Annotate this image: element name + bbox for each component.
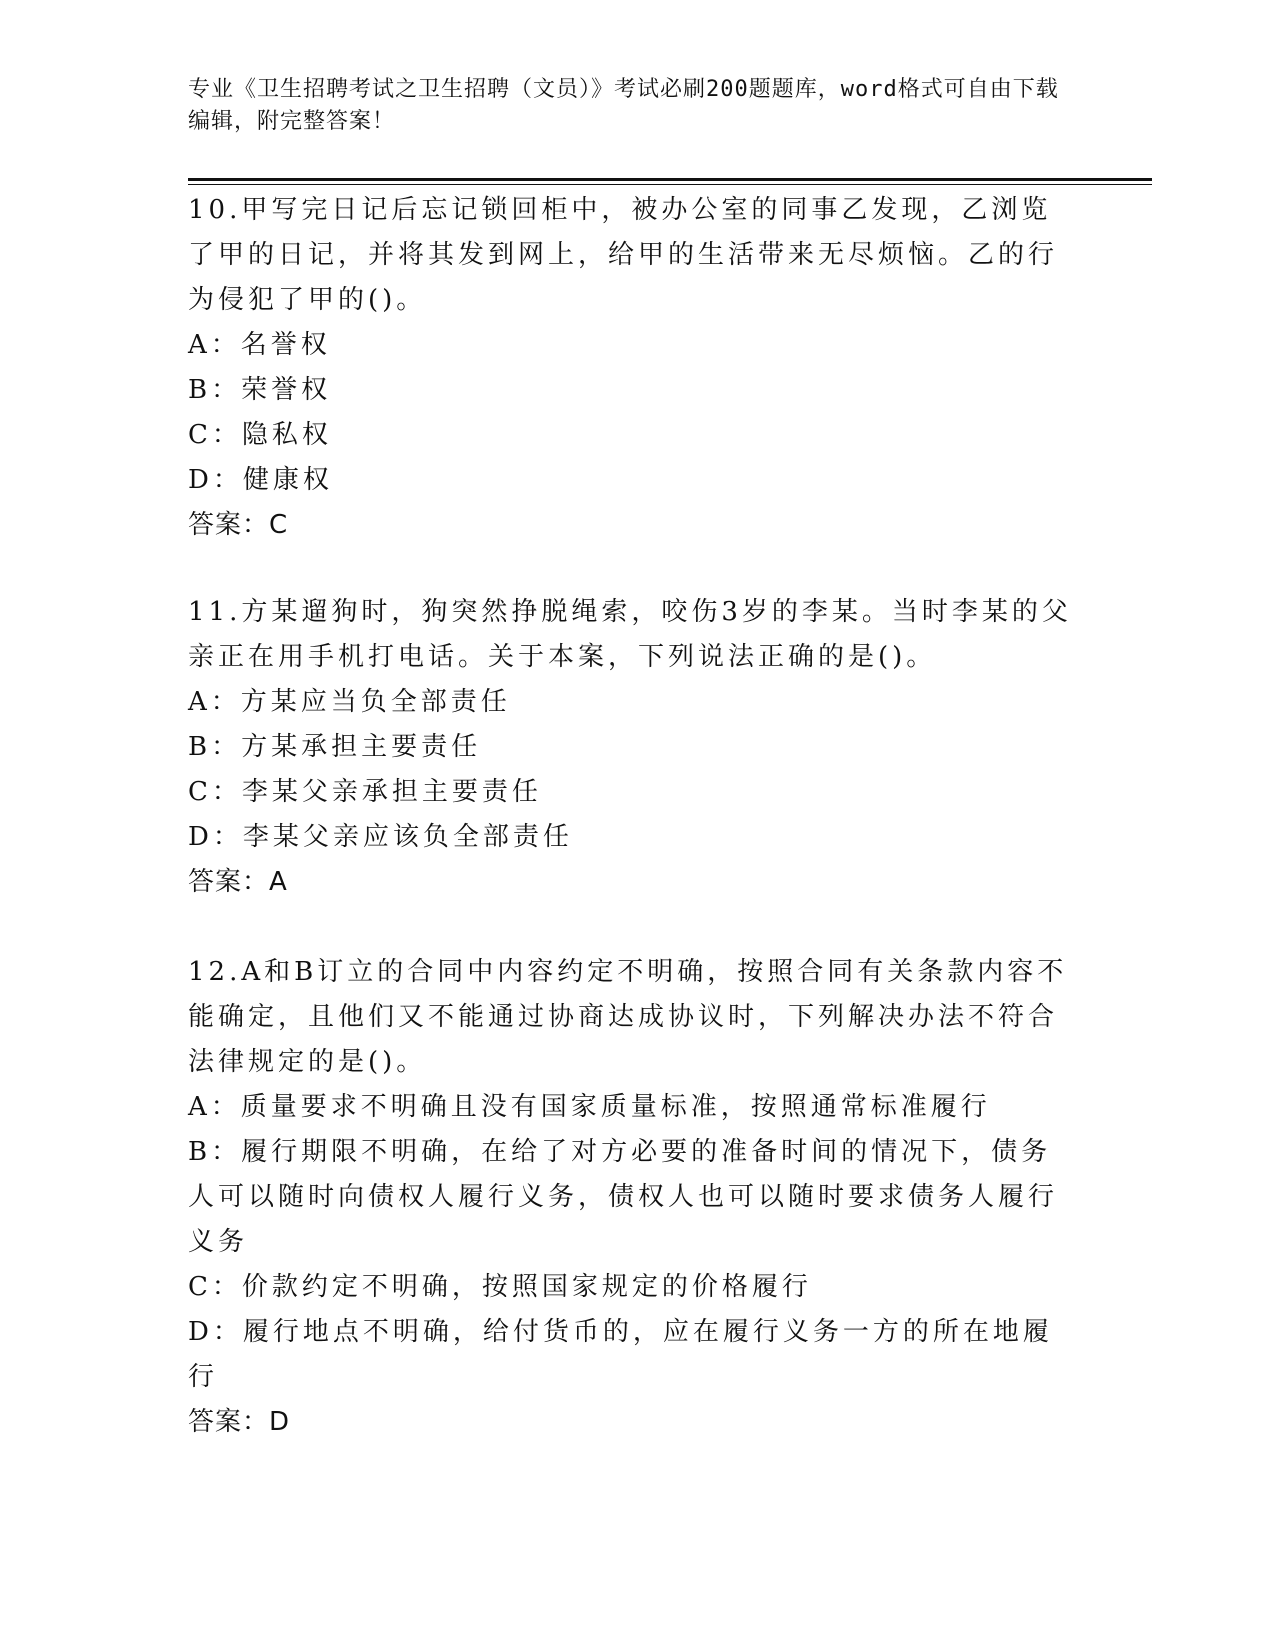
option-b: B：方某承担主要责任 — [188, 732, 482, 762]
header-divider-thick — [188, 178, 1152, 181]
option-b: B：荣誉权 — [188, 375, 332, 405]
option-a: A：方某应当负全部责任 — [188, 687, 511, 717]
answer-line: 答案：A — [188, 867, 288, 897]
document-header: 专业《卫生招聘考试之卫生招聘（文员）》考试必刷200题题库，word格式可自由下载编辑，附完整答案！ — [188, 77, 1059, 134]
question-stem: 11.方某遛狗时，狗突然挣脱绳索，咬伤3岁的李某。当时李某的父亲正在用手机打电话。关于本案，下列说法正确的是()。 — [188, 597, 1072, 672]
answer-line: 答案：D — [188, 1407, 291, 1437]
option-b: B：履行期限不明确，在给了对方必要的准备时间的情况下，债务人可以随时向债权人履行义务，债权人也可以随时要求债务人履行义务 — [188, 1137, 1059, 1257]
option-a: A：名誉权 — [188, 330, 331, 360]
header-divider-thin — [188, 184, 1152, 185]
option-c: C：李某父亲承担主要责任 — [188, 777, 542, 807]
question-12 — [188, 950, 1078, 1445]
option-d: D：李某父亲应该负全部责任 — [188, 822, 573, 852]
option-a: A：质量要求不明确且没有国家质量标准，按照通常标准履行 — [188, 1092, 991, 1122]
option-c: C：价款约定不明确，按照国家规定的价格履行 — [188, 1272, 812, 1302]
option-c: C：隐私权 — [188, 420, 332, 450]
question-stem: 12.A和B订立的合同中内容约定不明确，按照合同有关条款内容不能确定，且他们又不能通过协商达成协议时，下列解决办法不符合法律规定的是()。 — [188, 957, 1068, 1077]
question-11 — [188, 590, 1078, 905]
question-10 — [188, 188, 1078, 548]
question-stem: 10.甲写完日记后忘记锁回柜中，被办公室的同事乙发现，乙浏览了甲的日记，并将其发到网上，给甲的生活带来无尽烦恼。乙的行为侵犯了甲的()。 — [188, 195, 1059, 315]
option-d: D：健康权 — [188, 465, 333, 495]
answer-line: 答案：C — [188, 510, 289, 540]
option-d: D：履行地点不明确，给付货币的，应在履行义务一方的所在地履行 — [188, 1317, 1053, 1392]
